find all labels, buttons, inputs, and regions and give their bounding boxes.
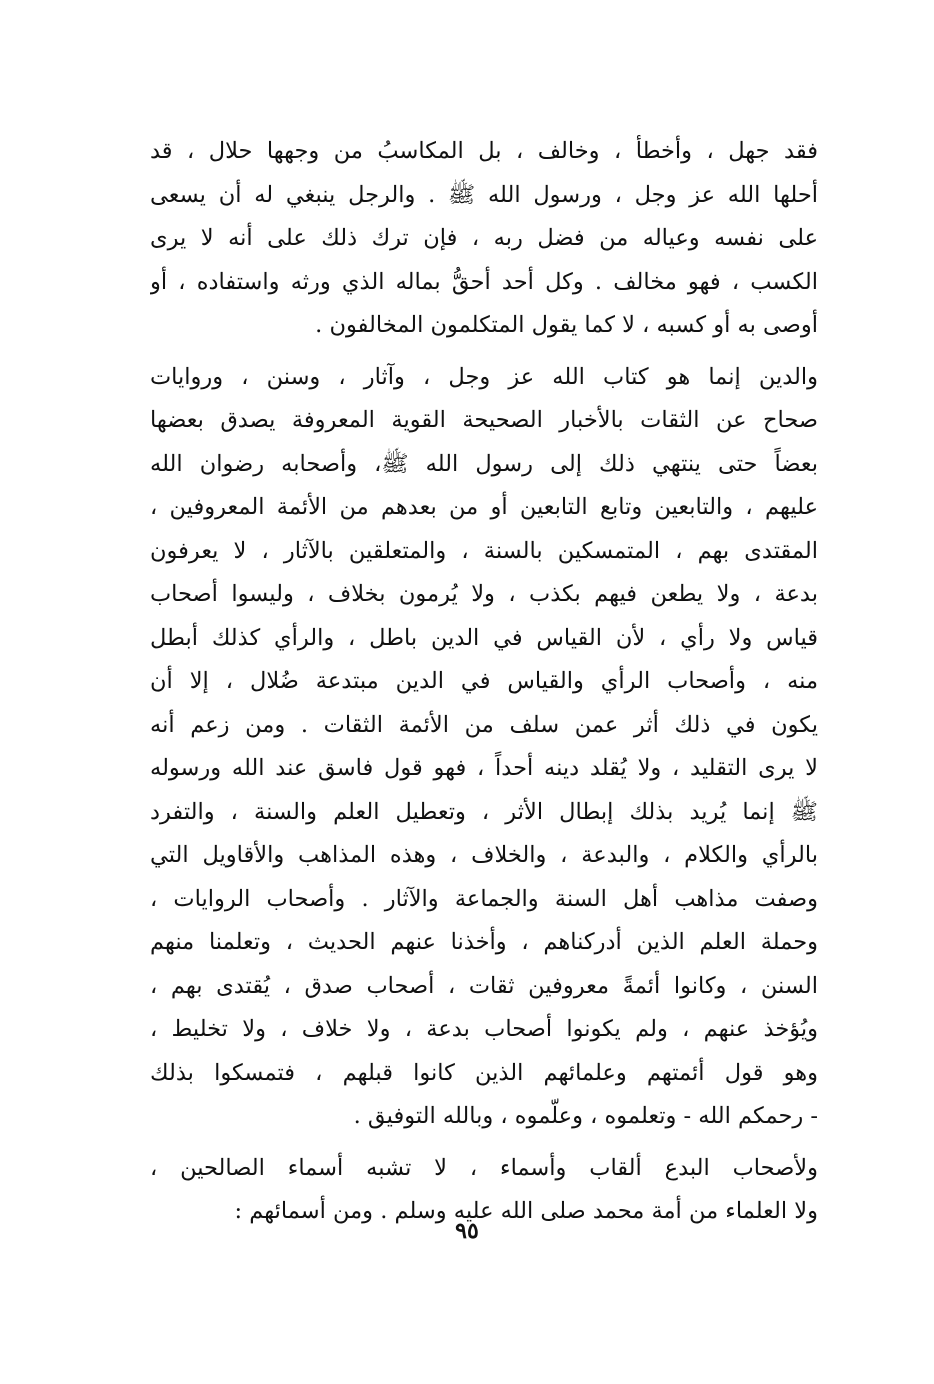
text-line: بعضاً حتى ينتهي ذلك إلى رسول الله ﷺ، وأصحابه رضوان الله xyxy=(150,450,818,477)
text-line: الكسب ، فهو مخالف . وكل أحد أحقُّ بماله الذي ورثه واستفاده ، أو xyxy=(150,268,818,295)
text-line: ويُؤخذ عنهم ، ولم يكونوا أصحاب بدعة ، ولا خلاف ، ولا تخليط ، xyxy=(150,1016,818,1042)
paragraph xyxy=(150,356,818,1139)
text-line: أحلها الله عز وجل ، ورسول الله ﷺ . والرجل ينبغي له أن يسعى xyxy=(150,181,818,208)
text-line: قياس ولا رأي ، لأن القياس في الدين باطل ، والرأي كذلك أبطل xyxy=(150,624,818,651)
text-line: ولا العلماء من أمة محمد صلى الله عليه وسلم . ومن أسمائهم : xyxy=(234,1198,818,1224)
text-line: المقتدى بهم ، المتمسكين بالسنة ، والمتعلقين بالآثار ، لا يعرفون xyxy=(150,537,818,564)
text-line: بالرأي والكلام ، والبدعة ، والخلاف ، وهذه المذاهب والأقاويل التي xyxy=(150,842,818,868)
text-line: منه ، وأصحاب الرأي والقياس في الدين مبتدعة ضُلال ، إلا أن xyxy=(150,668,818,694)
text-line: وهو قول أئمتهم وعلمائهم الذين كانوا قبلهم ، فتمسكوا بذلك xyxy=(150,1059,818,1086)
text-line: بدعة ، ولا يطعن فيهم بكذب ، ولا يُرمون بخلاف ، وليسوا أصحاب xyxy=(150,581,818,607)
paragraph-gap xyxy=(150,348,818,356)
text-line: عليهم ، والتابعين وتابع التابعين أو من بعدهم من الأئمة المعروفين ، xyxy=(150,494,818,520)
text-line: على نفسه وعياله من فضل ربه ، فإن ترك ذلك على أنه لا يرى xyxy=(150,225,818,251)
text-line: - رحمكم الله - وتعلموه ، وعلّموه ، وبالله التوفيق . xyxy=(353,1103,818,1129)
text-line: لا يرى التقليد ، ولا يُقلد دينه أحداً ، فهو قول فاسق عند الله ورسوله xyxy=(150,755,818,781)
text-line: ﷺ إنما يُريد بذلك إبطال الأثر ، وتعطيل العلم والسنة ، والتفرد xyxy=(150,798,818,825)
text-line: فقد جهل ، وأخطأ ، وخالف ، بل المكاسبُ من وجهها حلال ، قد xyxy=(150,138,818,164)
text-line: ولأصحاب البدع ألقاب وأسماء ، لا تشبه أسماء الصالحين ، xyxy=(150,1154,818,1181)
page-number: ٩٥ xyxy=(455,1218,479,1244)
text-line: السنن ، وكانوا أئمةً معروفين ثقات ، أصحاب صدق ، يُقتدى بهم ، xyxy=(150,972,818,999)
text-line: وحملة العلم الذين أدركناهم ، وأخذنا عنهم الحديث ، وتعلمنا منهم xyxy=(150,929,818,955)
text-line: صحاح عن الثقات بالأخبار الصحيحة القوية المعروفة يصدق بعضها xyxy=(150,407,818,433)
text-line: يكون في ذلك أثر عمن سلف من الأئمة الثقات . ومن زعم أنه xyxy=(150,711,818,738)
text-line: وصفت مذاهب أهل السنة والجماعة والآثار . وأصحاب الروايات ، xyxy=(150,885,818,912)
paragraph xyxy=(150,130,818,348)
text-body xyxy=(150,130,818,1234)
text-line: أوصى به أو كسبه ، لا كما يقول المتكلمون المخالفون . xyxy=(315,312,818,338)
paragraph-gap xyxy=(150,1139,818,1147)
text-line: والدين إنما هو كتاب الله عز وجل ، وآثار ، وسنن ، وروايات xyxy=(150,363,818,390)
